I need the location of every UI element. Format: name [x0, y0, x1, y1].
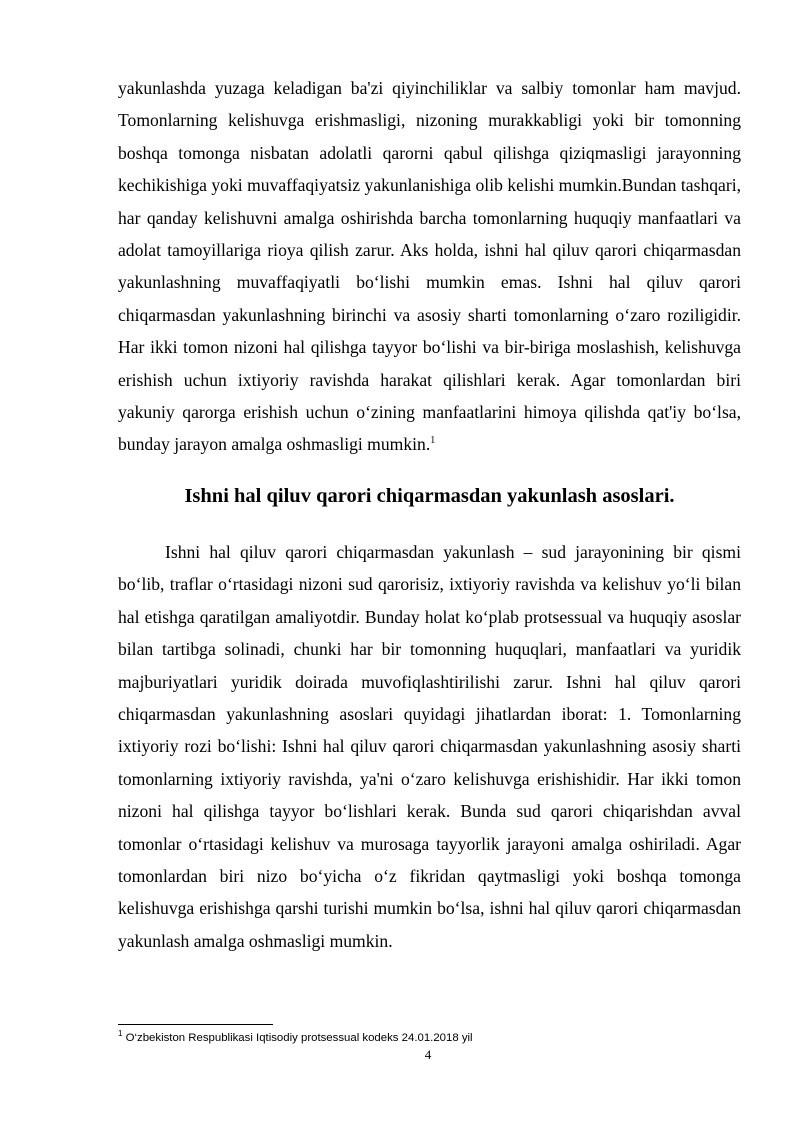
footnote-reference[interactable]: 1 [430, 435, 436, 447]
page-number: 4 [424, 1047, 432, 1062]
body-paragraph-2: Ishni hal qiluv qarori chiqarmasdan yakunlash – sud jarayonining bir qismi bo‘lib, traflar o‘rtasidagi nizoni sud qarorisiz, ixtiyoriy ravishda va kelishuv yo‘li bilan hal etishga qaratilgan amaliyotdir. Bunday holat ko‘plab protsessual va huquqiy asoslar bilan tartibga solinadi, chunki har bir tomonning huquqlari, manfaatlari va yuridik majburiyatlari yuridik doirada muvofiqlashtirilishi zarur. Ishni hal qiluv qarori chiqarmasdan yakunlashning asoslari quyidagi jihatlardan iborat: 1. Tomonlarning ixtiyoriy rozi bo‘lishi: Ishni hal qiluv qarori chiqarmasdan yakunlashning asosiy sharti tomonlarning ixtiyoriy ravishda, ya'ni o‘zaro kelishuvga erishishidir. Har ikki tomon nizoni hal qilishga tayyor bo‘lishlari kerak. Bunda sud qarori chiqarishdan avval tomonlar o‘rtasidagi kelishuv va murosaga tayyorlik jarayoni amalga oshiriladi. Agar tomonlardan biri nizo bo‘yicha o‘z fikridan qaytmasligi yoki boshqa tomonga kelishuvga erishishga qarshi turishi mumkin bo‘lsa, ishni hal qiluv qarori chiqarmasdan yakunlash amalga oshmasligi mumkin. [118, 542, 741, 951]
body-paragraph-1 [118, 72, 741, 461]
footnote-separator [118, 1024, 273, 1025]
footnote [118, 1030, 741, 1046]
footnote-number: 1 [118, 1029, 123, 1039]
footnote-text: O‘zbekiston Respublikasi Iqtisodiy protsessual kodeks 24.01.2018 yil [122, 1032, 473, 1044]
paragraph-1-text: yakunlashda yuzaga keladigan ba'zi qiyinchiliklar va salbiy tomonlar ham mavjud. Tomonlarning kelishuvga erishmasligi, nizoning murakkabligi yoki bir tomonning boshqa tomonga nisbatan adolatli qarorni qabul qilishga qiziqmasligi jarayonning kechikishiga yoki muvaffaqiyatsiz yakunlanishiga olib kelishi mumkin.Bundan tashqari, har qanday kelishuvni amalga oshirishda barcha tomonlarning huquqiy manfaatlari va adolat tamoyillariga rioya qilish zarur. Aks holda, ishni hal qiluv qarori chiqarmasdan yakunlashning muvaffaqiyatli bo‘lishi mumkin emas. Ishni hal qiluv qarori chiqarmasdan yakunlashning birinchi va asosiy sharti tomonlarning o‘zaro roziligidir. Har ikki tomon nizoni hal qilishga tayyor bo‘lishi va bir-biriga moslashish, kelishuvga erishish uchun ixtiyoriy ravishda harakat qilishlari kerak. Agar tomonlardan biri yakuniy qarorga erishish uchun o‘zining manfaatlarini himoya qilishda qat'iy bo‘lsa, bunday jarayon amalga oshmasligi mumkin. [118, 78, 741, 455]
section-heading: Ishni hal qiluv qarori chiqarmasdan yakunlash asoslari. [184, 485, 675, 507]
